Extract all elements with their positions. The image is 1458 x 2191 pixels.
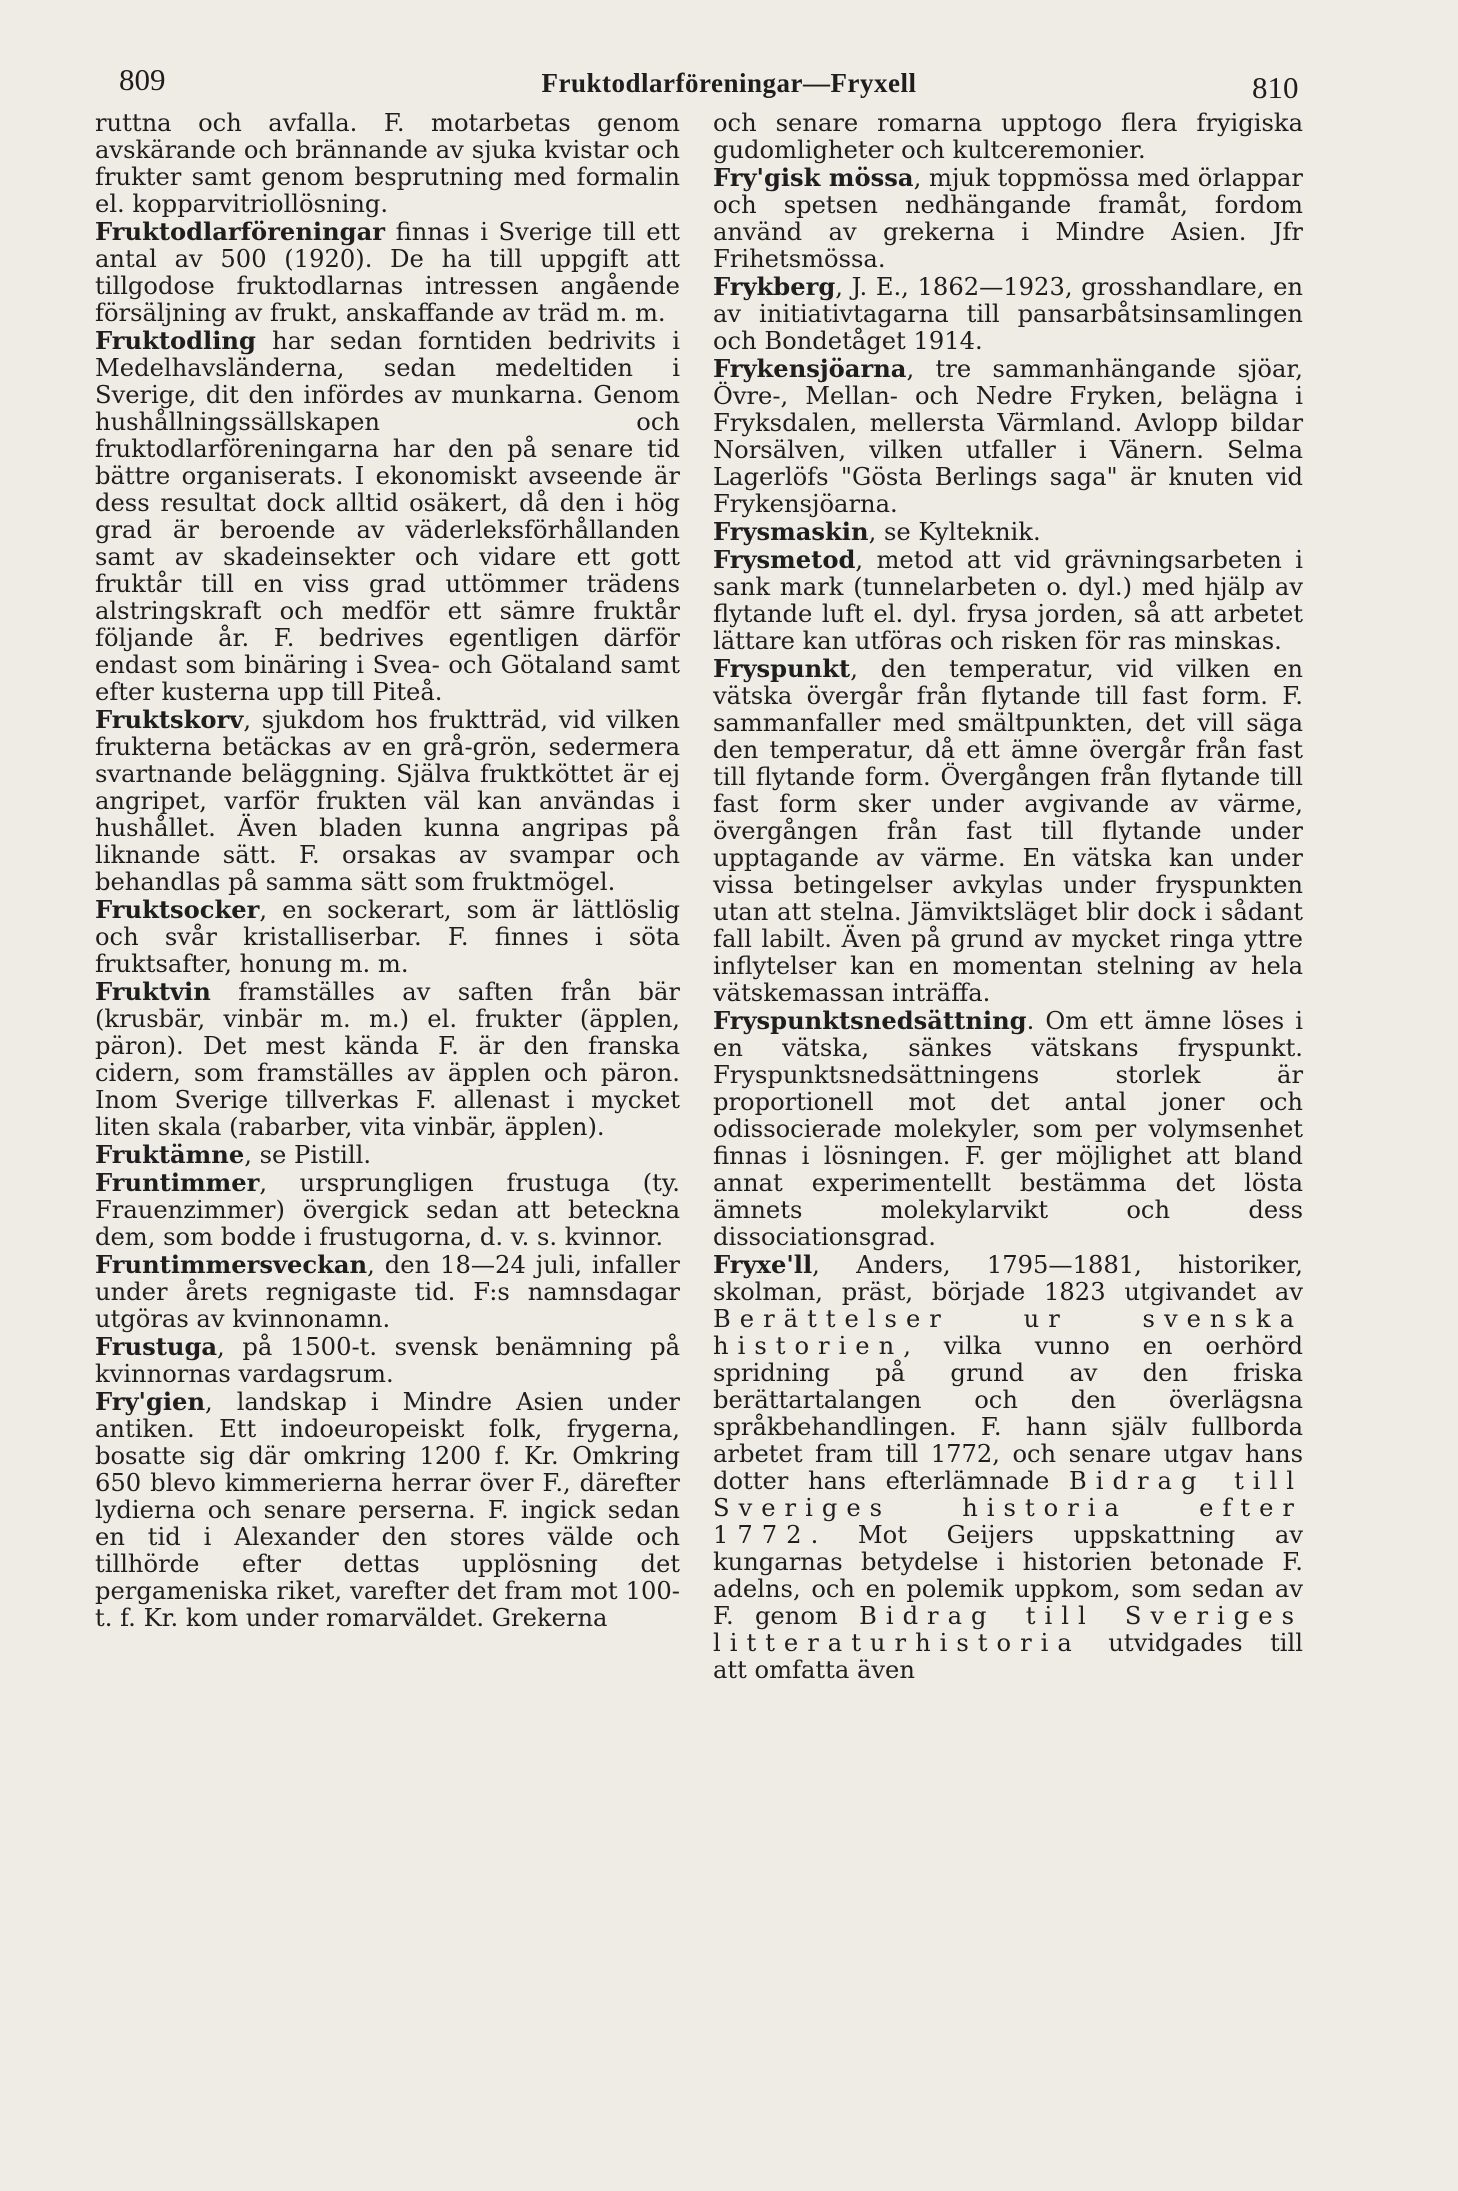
entry-text: , metod att vid grävningsarbeten i sank mark (tunnelarbeten o. dyl.) med hjälp av flytande luft el. dyl. frysa jorden, så att arbetet lättare kan utföras och risken för ras minskas. [713, 546, 1303, 655]
entry [713, 655, 1303, 1007]
entry-text: och senare romarna upptogo flera fryigiska gudomligheter och kultceremonier. [713, 109, 1303, 164]
entry-headword: Frykensjöarna [713, 354, 907, 383]
entry-text: , se Kylteknik. [868, 518, 1041, 546]
entry-headword: Fryspunktsnedsättning [713, 1006, 1027, 1035]
entry-headword: Fruntimmer [95, 1168, 260, 1197]
spaced-title: Bidrag till Sveriges historia efter 1772 [713, 1467, 1303, 1549]
entry-text: , på 1500-t. svensk benämning på kvinnornas vardagsrum. [95, 1333, 680, 1388]
entry-text: , landskap i Mindre Asien under antiken. Ett indoeuropeiskt folk, frygerna, bosatte sig där omkring 1200 f. Kr. Omkring 650 blevo kimmerierna herrar över F., därefter lydierna och senare perserna. F. ingick sedan en tid i Alexander den stores välde och tillhörde efter dettas upplösning det pergameniska riket, varefter det fram mot 100-t. f. Kr. kom under romarväldet. Grekerna [95, 1388, 680, 1632]
entry [95, 218, 680, 327]
entry-headword: Fruktämne [95, 1140, 245, 1169]
entry-text: framställes av saften från bär (krusbär, vinbär m. m.) el. frukter (äpplen, päron). Det mest kända F. är den franska cidern, som framställes av äpplen och päron. Inom Sverige tillverkas F. allenast i mycket liten skala (rabarber, vita vinbär, äpplen). [95, 978, 680, 1141]
entry-text: , ursprungligen frustuga (ty. Frauenzimmer) övergick sedan att beteckna dem, som bodde i frustugorna, d. v. s. kvinnor. [95, 1169, 680, 1251]
entry [95, 1141, 680, 1169]
entry-text: , tre sammanhängande sjöar, Övre-, Mellan- och Nedre Fryken, belägna i Fryksdalen, mellersta Värmland. Avlopp bildar Norsälven, vilken utfaller i Vänern. Selma Lagerlöfs "Gösta Berlings saga" är knuten vid Frykensjöarna. [713, 355, 1303, 518]
entry [95, 1251, 680, 1333]
entry-headword: Frustuga [95, 1332, 218, 1361]
entry-headword: Fry'gisk mössa [713, 163, 914, 192]
entry [95, 1333, 680, 1388]
entry-text: finnas i Sverige till ett antal av 500 (1920). De ha till uppgift att tillgodose fruktodlarnas intressen angående försäljning av frukt, anskaffande av träd m. m. [95, 218, 680, 327]
entry [713, 1251, 1303, 1684]
entry-headword: Fryxe'll [713, 1250, 813, 1279]
entry-text: , sjukdom hos fruktträd, vid vilken frukterna betäckas av en grå-grön, sedermera svartnande beläggning. Själva fruktköttet är ej angripet, varför frukten väl kan användas i hushållet. Även bladen kunna angripas på liknande sätt. F. orsakas av svampar och behandlas på samma sätt som fruktmögel. [95, 706, 680, 896]
entry [95, 706, 680, 896]
entry-headword: Fruktvin [95, 977, 211, 1006]
spaced-title: Bidrag till Sveriges litteraturhistoria [713, 1602, 1303, 1657]
right-page-number: 810 [1252, 70, 1299, 105]
left-page-number: 809 [119, 62, 166, 97]
entry [713, 273, 1303, 355]
entry-text: , den temperatur, vid vilken en vätska övergår från flytande till fast form. F. sammanfaller med smältpunkten, det vill säga den temperatur, då ett ämne övergår från fast till flytande form. Övergången från flytande till fast form sker under avgivande av värme, övergången från fast till flytande under upptagande av värme. En vätska kan under vissa betingelser avkylas under fryspunkten utan att stelna. Jämviktsläget blir dock i sådant fall labilt. Även på grund av mycket ringa yttre inflytelser kan en momentan stelning av hela vätskemassan inträffa. [713, 655, 1303, 1007]
entry-headword: Frykberg [713, 272, 836, 301]
entry-headword: Fruktodlarföreningar [95, 217, 386, 246]
entry-headword: Fryspunkt [713, 654, 851, 683]
entry [713, 110, 1303, 164]
entry-headword: Fruktskorv [95, 705, 244, 734]
entry [95, 896, 680, 978]
entry-text: . Mot Geijers uppskattning av kungarnas betydelse i historien betonade F. adelns, och en polemik uppkom, som sedan av F. genom [713, 1521, 1303, 1630]
entry [95, 1388, 680, 1632]
entry-headword: Fruktsocker [95, 895, 260, 924]
entry-text: , se Pistill. [244, 1141, 372, 1169]
entry-headword: Frysmaskin [713, 517, 869, 546]
entry [95, 110, 680, 218]
entry [713, 546, 1303, 655]
entry-text: . Om ett ämne löses i en vätska, sänkes vätskans fryspunkt. Fryspunktsnedsättningens storlek är proportionell mot det antal joner och odissocierade molekyler, som per volymsenhet finnas i lösningen. F. ger möjlighet att bland annat experimentellt bestämma det lösta ämnets molekylarvikt och dess dissociationsgrad. [713, 1007, 1303, 1251]
entry [713, 164, 1303, 273]
entry-text: , en sockerart, som är lättlöslig och svår kristalliserbar. F. finnes i söta fruktsafter, honung m. m. [95, 896, 680, 978]
entry [95, 1169, 680, 1251]
entry-text: , Anders, 1795—1881, historiker, skolman, präst, började 1823 utgivandet av [713, 1251, 1303, 1306]
entry [95, 327, 680, 706]
entry-headword: Fruktodling [95, 326, 256, 355]
entry [713, 1007, 1303, 1251]
entry [713, 355, 1303, 518]
running-title: Fruktodlarföreningar—Fryxell [541, 68, 917, 98]
entry-text: utvidgades till att omfatta även [713, 1629, 1303, 1684]
entry-headword: Fruntimmersveckan [95, 1250, 368, 1279]
entry [713, 518, 1303, 546]
entry-text: har sedan forntiden bedrivits i Medelhavsländerna, sedan medeltiden i Sverige, dit den infördes av munkarna. Genom hushållningssällskapen och fruktodlarföreningarna har den på senare tid bättre organiserats. I ekonomiskt avseende är dess resultat dock alltid osäkert, då den i hög grad är beroende av väderleksförhållanden samt av skadeinsekter och vidare ett gott fruktår till en viss grad uttömmer trädens alstringskraft och medför ett sämre fruktår följande år. F. bedrives egentligen därför endast som binäring i Svea- och Götaland samt efter kusterna upp till Piteå. [95, 327, 680, 706]
entry-headword: Frysmetod [713, 545, 856, 574]
right-column [713, 110, 1303, 1684]
left-column [95, 110, 680, 1632]
entry [95, 978, 680, 1141]
spaced-title: Berättelser ur svenska historien [713, 1305, 1303, 1360]
entry-text: ruttna och avfalla. F. motarbetas genom avskärande och brännande av sjuka kvistar och frukter samt genom besprutning med formalin el. kopparvitriollösning. [95, 109, 680, 218]
entry-text: , J. E., 1862—1923, grosshandlare, en av initiativtagarna till pansarbåtsinsamlingen och Bondetåget 1914. [713, 273, 1303, 355]
entry-text: , vilka vunno en oerhörd spridning på grund av den friska berättartalangen och den överlägsna språkbehandlingen. F. hann själv fullborda arbetet fram till 1772, och senare utgav hans dotter hans efterlämnade [713, 1332, 1303, 1495]
page-header [0, 62, 1458, 105]
entry-headword: Fry'gien [95, 1387, 206, 1416]
entry-text: , den 18—24 juli, infaller under årets regnigaste tid. F:s namnsdagar utgöras av kvinnonamn. [95, 1251, 680, 1333]
entry-text: , mjuk toppmössa med örlappar och spetsen nedhängande framåt, fordom använd av grekerna i Mindre Asien. Jfr Frihetsmössa. [713, 164, 1303, 273]
